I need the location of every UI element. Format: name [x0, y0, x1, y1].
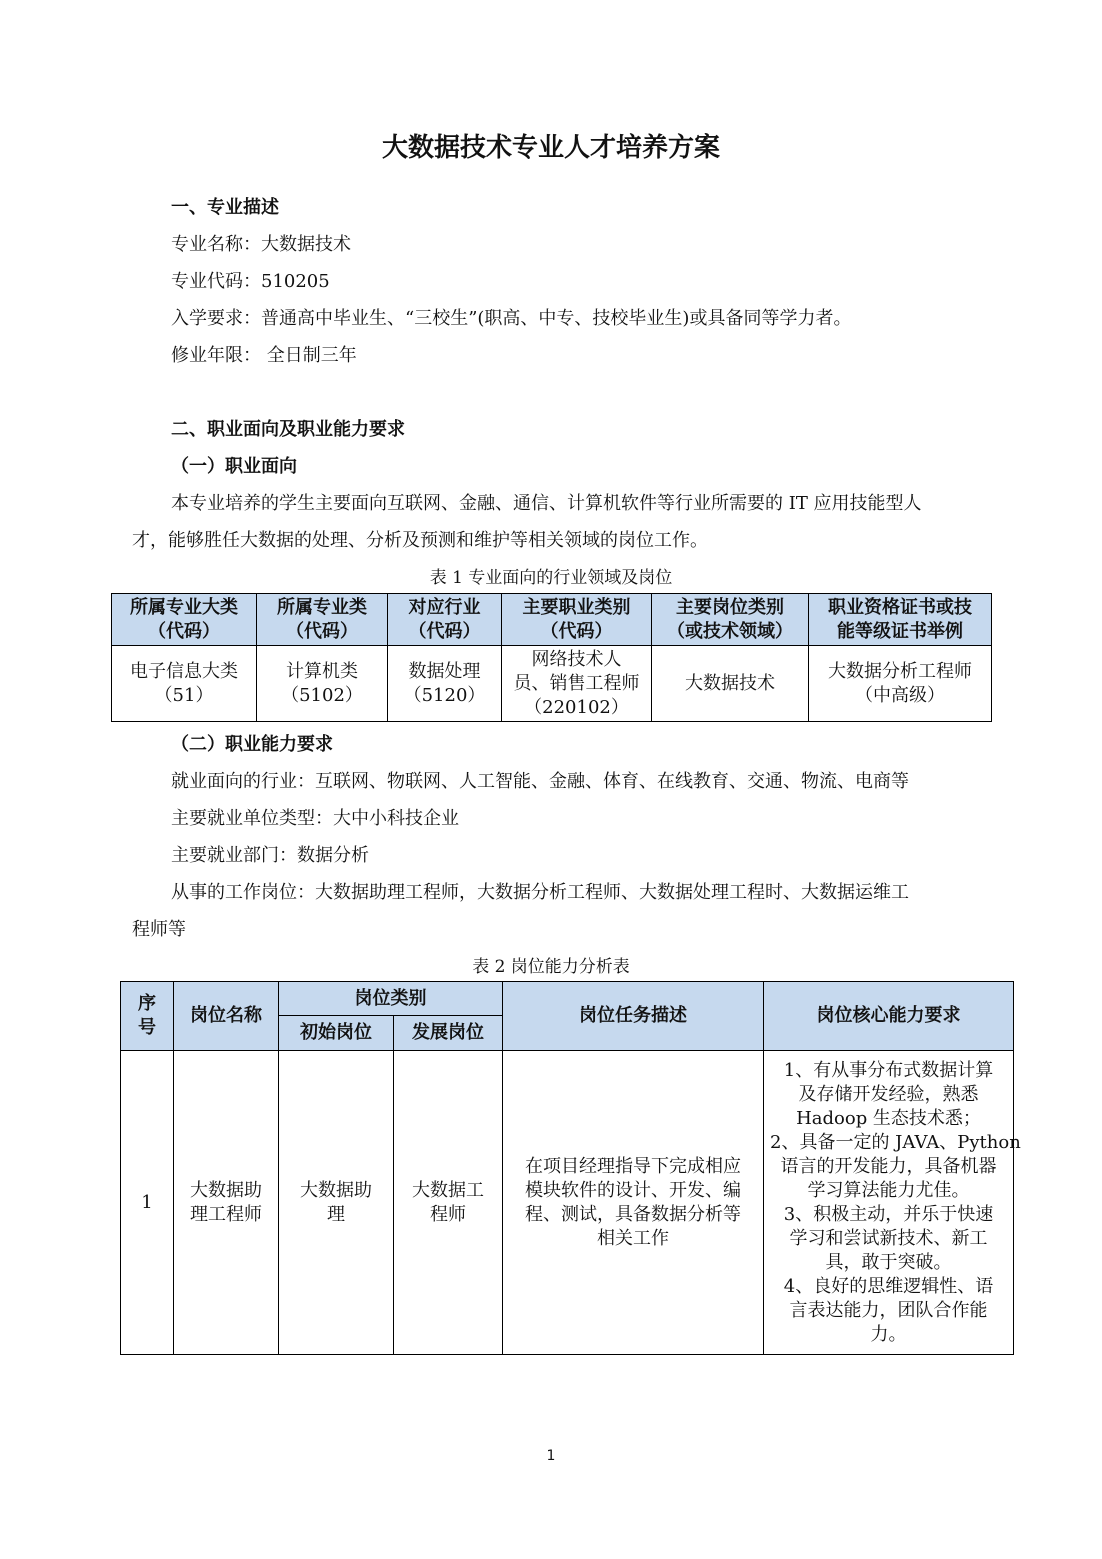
major-name: 专业名称：大数据技术: [171, 234, 351, 255]
table2-cell-initial: 大数据助 理: [279, 1051, 394, 1355]
table1-header-certificate: 职业资格证书或技 能等级证书举例: [809, 594, 992, 646]
job-positions-line1: 从事的工作岗位：大数据助理工程师，大数据分析工程师、大数据处理工程时、大数据运维工: [171, 882, 909, 903]
table1-header-major-class: 所属专业类 （代码）: [257, 594, 388, 646]
table1-cell-position: 大数据技术: [652, 646, 809, 722]
employment-industries: 就业面向的行业：互联网、物联网、人工智能、金融、体育、在线教育、交通、物流、电商等: [171, 771, 909, 792]
table1-header-industry: 对应行业 （代码）: [388, 594, 502, 646]
table1-cell-occupation: 网络技术人 员、销售工程师 （220102）: [502, 646, 652, 722]
table2-header-initial: 初始岗位: [279, 1016, 394, 1051]
orientation-paragraph-line1: 本专业培养的学生主要面向互联网、金融、通信、计算机软件等行业所需要的 IT 应用技能型人: [171, 493, 922, 514]
employer-types: 主要就业单位类型：大中小科技企业: [171, 808, 459, 829]
table2-header-core: 岗位核心能力要求: [764, 982, 1014, 1051]
page-number: 1: [546, 1448, 556, 1464]
table2-header-task: 岗位任务描述: [503, 982, 764, 1051]
study-duration: 修业年限： 全日制三年: [171, 345, 357, 366]
subsection-heading-orientation: （一）职业面向: [171, 456, 297, 477]
table2-cell-task: 在项目经理指导下完成相应 模块软件的设计、开发、编 程、测试，具备数据分析等 相关工作: [503, 1051, 764, 1355]
section-heading-career: 二、职业面向及职业能力要求: [171, 419, 405, 440]
industry-table: [111, 593, 992, 722]
orientation-paragraph-line2: 才，能够胜任大数据的处理、分析及预测和维护等相关领域的岗位工作。: [132, 530, 708, 551]
table1-header-major-category: 所属专业大类 （代码）: [112, 594, 257, 646]
job-positions-line2: 程师等: [132, 919, 186, 940]
employment-departments: 主要就业部门：数据分析: [171, 845, 369, 866]
table2-header-seq: 序 号: [121, 982, 174, 1051]
table1-caption: 表 1 专业面向的行业领域及岗位: [429, 568, 673, 588]
table2-header-development: 发展岗位: [394, 1016, 503, 1051]
admission-requirement: 入学要求：普通高中毕业生、“三校生”(职高、中专、技校毕业生)或具备同等学力者。: [171, 308, 852, 329]
table-row: [121, 1051, 1014, 1355]
table2-cell-core: 1、有从事分布式数据计算 及存储开发经验，熟悉 Hadoop 生态技术悉； 2、具备一定的 JAVA、Python 语言的开发能力，具备机器 学习算法能力尤佳。 3、积极主动，并乐于快速 学习和尝试新技术、新工 具，敢于突破。 4、良好的思维逻辑性、语 言表达能力，团队合作能 力。: [764, 1051, 1014, 1355]
table2-cell-development: 大数据工 程师: [394, 1051, 503, 1355]
table2-caption: 表 2 岗位能力分析表: [472, 957, 630, 977]
table2-header-category: 岗位类别: [279, 982, 503, 1016]
table2-cell-seq: 1: [121, 1051, 174, 1355]
table1-cell-major-category: 电子信息大类 （51）: [112, 646, 257, 722]
table1-cell-major-class: 计算机类 （5102）: [257, 646, 388, 722]
major-code: 专业代码：510205: [171, 271, 330, 292]
document-title: 大数据技术专业人才培养方案: [381, 133, 720, 163]
table1-cell-certificate: 大数据分析工程师 （中高级）: [809, 646, 992, 722]
subsection-heading-ability: （二）职业能力要求: [171, 734, 333, 755]
table2-header-name: 岗位名称: [174, 982, 279, 1051]
table2-cell-name: 大数据助 理工程师: [174, 1051, 279, 1355]
table-row: [112, 646, 992, 722]
section-heading-description: 一、专业描述: [171, 197, 279, 218]
table1-header-position: 主要岗位类别 （或技术领域）: [652, 594, 809, 646]
table1-cell-industry: 数据处理 （5120）: [388, 646, 502, 722]
position-ability-table: [120, 981, 1021, 1355]
table1-header-occupation: 主要职业类别 （代码）: [502, 594, 652, 646]
